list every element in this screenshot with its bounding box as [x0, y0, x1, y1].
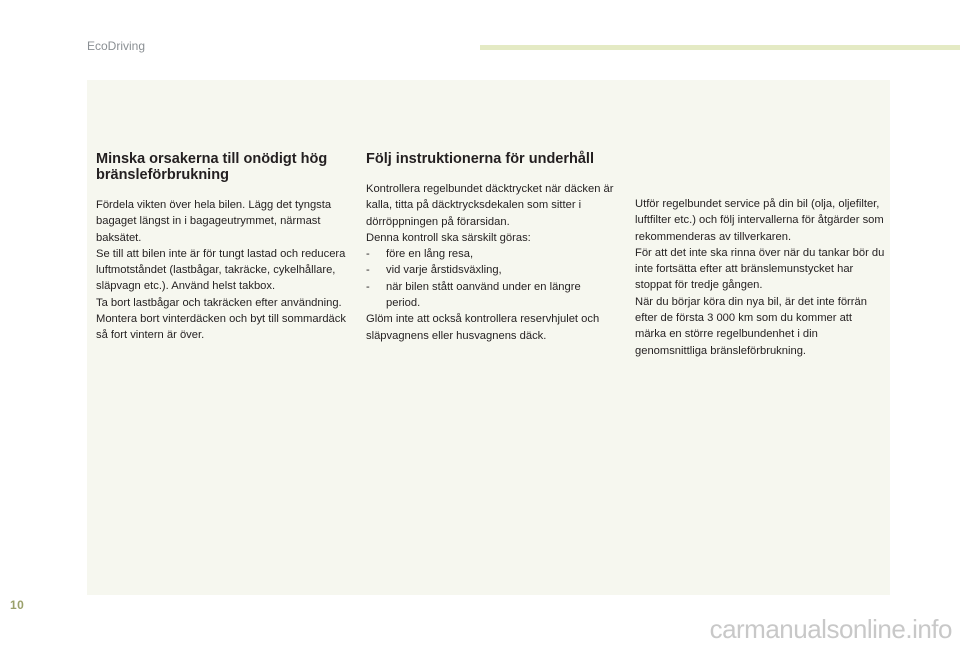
paragraph-refuelling: För att det inte ska rinna över när du tankar bör du inte fortsätta efter att bränslemunstycket har stoppat för tredje gången. — [635, 246, 885, 292]
column-maintenance — [366, 151, 616, 344]
column-load-reduction — [96, 151, 346, 344]
page-number: 10 — [10, 598, 25, 612]
bullet-dash: - — [366, 264, 370, 277]
column2-body — [366, 181, 616, 344]
bullet-dash: - — [366, 248, 370, 261]
paragraph-check-when: Denna kontroll ska särskilt göras: — [366, 231, 531, 244]
list-item-text: när bilen stått oanvänd under en längre period. — [386, 280, 581, 310]
paragraph-weight-distribution: Fördela vikten över hela bilen. Lägg det tyngsta bagaget längst in i bagageutrymmet, närmast baksätet. — [96, 199, 332, 244]
paragraph-regular-service: Utför regelbundet service på din bil (olja, oljefilter, luftfilter etc.) och följ intervallerna för åtgärder som rekommenderas av tillverkaren. — [635, 198, 884, 243]
paragraph-remove-racks: Ta bort lastbågar och takräcken efter användning. — [96, 296, 342, 309]
column1-body — [96, 197, 346, 344]
paragraph-winter-tyres: Montera bort vinterdäcken och byt till sommardäck så fort vintern är över. — [96, 313, 346, 342]
column3-body — [635, 196, 885, 359]
bullet-dash: - — [366, 280, 370, 293]
list-item-text: före en lång resa, — [386, 248, 474, 261]
check-occasions-list — [366, 246, 616, 311]
list-item — [366, 246, 616, 262]
header-accent-bar — [480, 45, 960, 50]
paragraph-reduce-drag: Se till att bilen inte är för tungt lastad och reducera luftmotståndet (lastbågar, takräcke, cykelhållare, släpvagn etc.). Använd helst takbox. — [96, 247, 346, 293]
section-title: EcoDriving — [87, 39, 146, 53]
list-item — [366, 262, 616, 278]
heading-reduce-consumption: Minska orsakerna till onödigt hög bränsleförbrukning — [96, 151, 328, 183]
heading-follow-maintenance: Följ instruktionerna för underhåll — [366, 151, 594, 167]
list-item-text: vid varje årstidsväxling, — [386, 264, 502, 277]
paragraph-tyre-pressure: Kontrollera regelbundet däcktrycket när däcken är kalla, titta på däcktrycksdekalen som sitter i dörröppningen på förarsidan. — [366, 183, 614, 228]
paragraph-spare-wheel: Glöm inte att också kontrollera reservhjulet och släpvagnens eller husvagnens däck. — [366, 313, 600, 342]
watermark: carmanualsonline.info — [709, 614, 952, 644]
list-item — [366, 279, 616, 312]
paragraph-new-car: När du börjar köra din nya bil, är det inte förrän efter de första 3 000 km som du kommer att märka en större regelbundenhet i din genomsnittliga bränsleförbrukning. — [635, 295, 867, 357]
column-service-tips — [635, 196, 885, 359]
